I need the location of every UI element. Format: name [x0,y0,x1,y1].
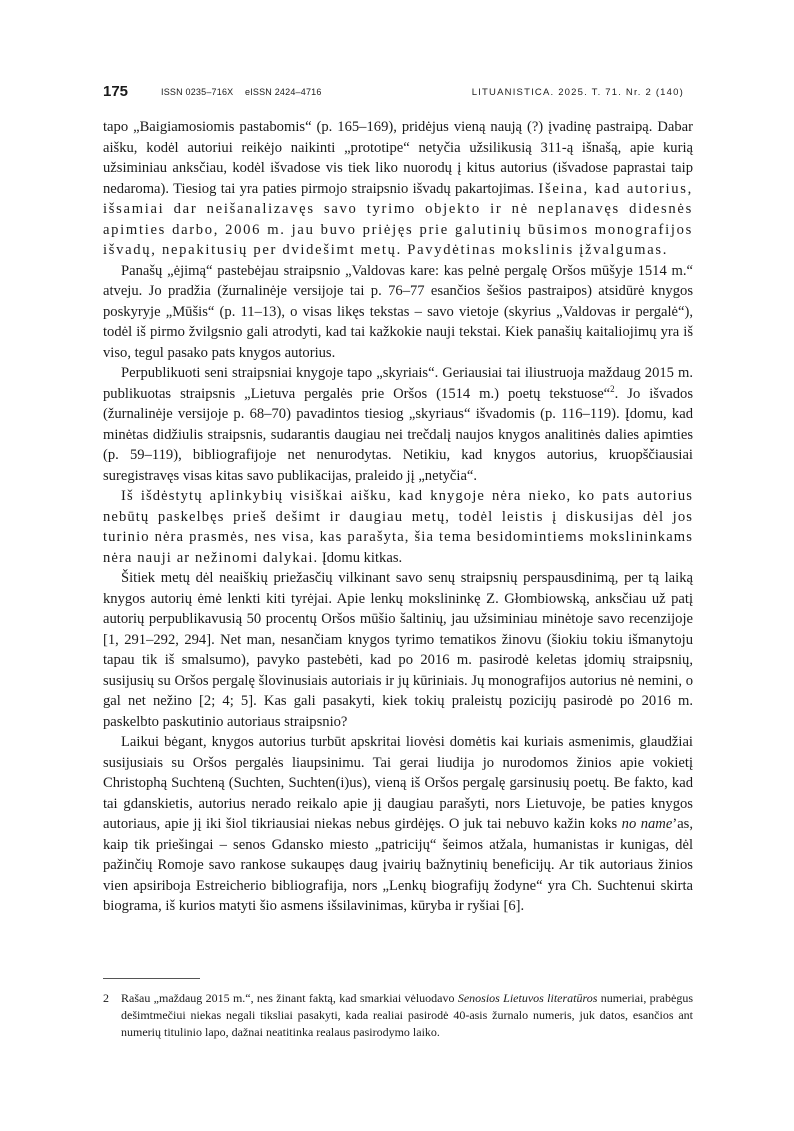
footnote-text-part: numeriai, prabėgus dešimtmečiui niekas negali tiksliai pasakyti, kada realiai pasirodė 40-asis žurnalo numeris, juk datos, esančios ant numerių titulinio lapo, dažnai neatitinka realaus pasirodymo laiko. [121,991,693,1039]
page-number: 175 [103,83,129,100]
italic-term: no name [621,816,673,832]
paragraph [103,363,693,486]
paragraph-text: Laikui bėgant, knygos autorius turbūt apskritai liovėsi domėtis kai kuriais asmenimis, glaudžiai susijusiais su Oršos pergalės liaupsinimu. Tai gerai liudija jo nurodomos žinios apie vokietį Christophą Suchteną (Suchten, Suchten(i)us), vieną iš Oršos pergalę garsinusių poetų. Be fakto, kad tai gdanskietis, autorius nerado reikalo apie jį daugiau parašyti, nors Lietuvoje, be paties knygos autoriaus, apie jį iki šiol tikriausiai niekas nebus girdėjęs. O juk tai nebuvo kažin koks [103,734,693,832]
paragraph [103,117,693,261]
footnote [103,990,693,1041]
paragraph-text: . Jo išvados (žurnalinėje versijoje p. 68–70) pavadintos tiesiog „skyriaus“ išvadomis (p. 116–119). Įdomu, kad minėtas didžiulis straipsnis, sudarantis daugiau nei trečdalį naujos knygos analitinės dalies apimties (p. 59–119), bibliografijoje net nenurodytas. Netikiu, kad knygos autorius, kruopščiausiai suregistravęs visas kitas savo publikacijas, praleido jį „netyčia“. [103,385,694,484]
footnote-divider [103,978,200,979]
paragraph-text: tapo „Baigiamosiomis pastabomis“ (p. 165–169), pridėjus vieną naują (?) įvadinę pastraipą. Dabar aišku, kodėl autoriui reikėjo naikinti „prototipe“ netyčia užsilikusią 311-ą išnašą, apie kurią užsiminiau anksčiau, kodėl išvadose vis tiek liko nuorodų į kitus autorius (išvadose paprastai taip nedaroma). Tiesiog tai yra paties pirmojo straipsnio išvadų pakartojimas. [103,119,693,197]
footnote-journal-title: Senosios Lietuvos literatūros [457,991,598,1005]
footnote-text-part: Rašau „maždaug 2015 m.“, nes žinant faktą, kad smarkiai vėluodavo [121,991,458,1005]
issn: ISSN 0235–716X [161,87,234,97]
paragraph: Šitiek metų dėl neaiškių priežasčių vilkinant savo senų straipsnių perspausdinimą, per tą laiką knygos autorių ėmė lenkti kiti tyrėjai. Apie lenkų mokslininkę Z. Głombiowską, anksčiau už patį autorių perpublikavusią 50 procentų Oršos mūšio šaltinių, jau užsiminiau minėtoje savo recenzijoje [1, 291–292, 294]. Net man, nesančiam knygos tyrimo tematikos žinovu (šiokiu tokiu išmanytoju tapau tik iš smalsumo), pavyko pastebėti, kad po 2016 m. pasirodė keletas įdomių straipsnių, susijusių su Oršos pergalę šlovinusiais autoriais ir jų kūriniais. Jų monografijos autorius nė nemini, o gal net nežino [2; 4; 5]. Kas gali pasakyti, kiek tokių praleistų pozicijų pasirodė po 2016 m. paskelbto paskutinio autoriaus straipsnio? [103,570,693,730]
eissn: eISSN 2424–4716 [245,87,322,97]
paragraph-text: Perpublikuoti seni straipsniai knygoje tapo „skyriais“. Geriausiai tai iliustruoja maždaug 2015 m. publikuotas straipsnis „Lietuva pergalės prie Oršos (1514 m.) poetų tekstuose“ [103,365,693,402]
paragraph [103,486,693,568]
footnote-ref[interactable]: 2 [610,383,615,394]
paragraph-text-spaced: Išeina, kad autorius, išsamiai dar neišanalizavęs savo tyrimo objekto ir nė neplanavęs didesnės apimties darbo, 2006 m. jau buvo priėjęs prie galutinių būsimos monografijos išvadų, nepakitusių per dvidešimt metų. Pavydėtinas mokslinis įžvalgumas. [103,180,694,258]
running-header [103,83,694,103]
paragraph-text: ’as, kaip tik priešingai – senos Gdansko miesto „patricijų“ šeimos atžala, humanistas ir kunigas, dėl pažinčių Romoje savo rankose sukaupęs daug įvairių bažnytinių beneficijų. Ar tik autoriaus žinios vien apsiriboja Estreicherio bibliografija, nors „Lenkų biografijų žodyne“ yra Ch. Suchtenui skirta biograma, iš kurios matyti šio asmens išsilavinimas, kūryba ir ryšiai [6]. [103,816,693,914]
paragraph [103,732,693,917]
article-body [103,117,693,917]
paragraph: Panašų „ėjimą“ pastebėjau straipsnio „Valdovas kare: kas pelnė pergalę Oršos mūšyje 1514 m.“ atveju. Jo pradžia (žurnalinėje versijoje tai p. 76–77 esančios šešios pastraipos) atsidūrė knygos poskyryje „Mūšis“ (p. 11–13), o visas likęs tekstas – savo vietoje (skyrius „Valdovas ir pergalė“), todėl iš pirmo žvilgsnio gali atrodyti, kad tai kažkokie nauji tekstai. Kiek panašių kaitaliojimų yra iš viso, tegul pasako pats knygos autorius. [103,262,693,361]
journal-citation: LITUANISTICA. 2025. T. 71. Nr. 2 (140) [471,87,684,98]
paragraph-text-spaced: Iš išdėstytų aplinkybių visiškai aišku, kad knygoje nėra nieko, ko pats autorius nebūtų paskelbęs prieš dešimt ir daugiau metų, todėl leistis į diskusijas dėl jos turinio nėra prasmės, nes visa, kas parašyta, šia tema besidomintiems mokslininkams nėra nauji ar nežinomi dalykai. [103,488,693,566]
footnote-number: 2 [103,991,109,1005]
paragraph-text: Įdomu kitkas. [318,549,403,566]
footnote-text [121,990,693,1041]
